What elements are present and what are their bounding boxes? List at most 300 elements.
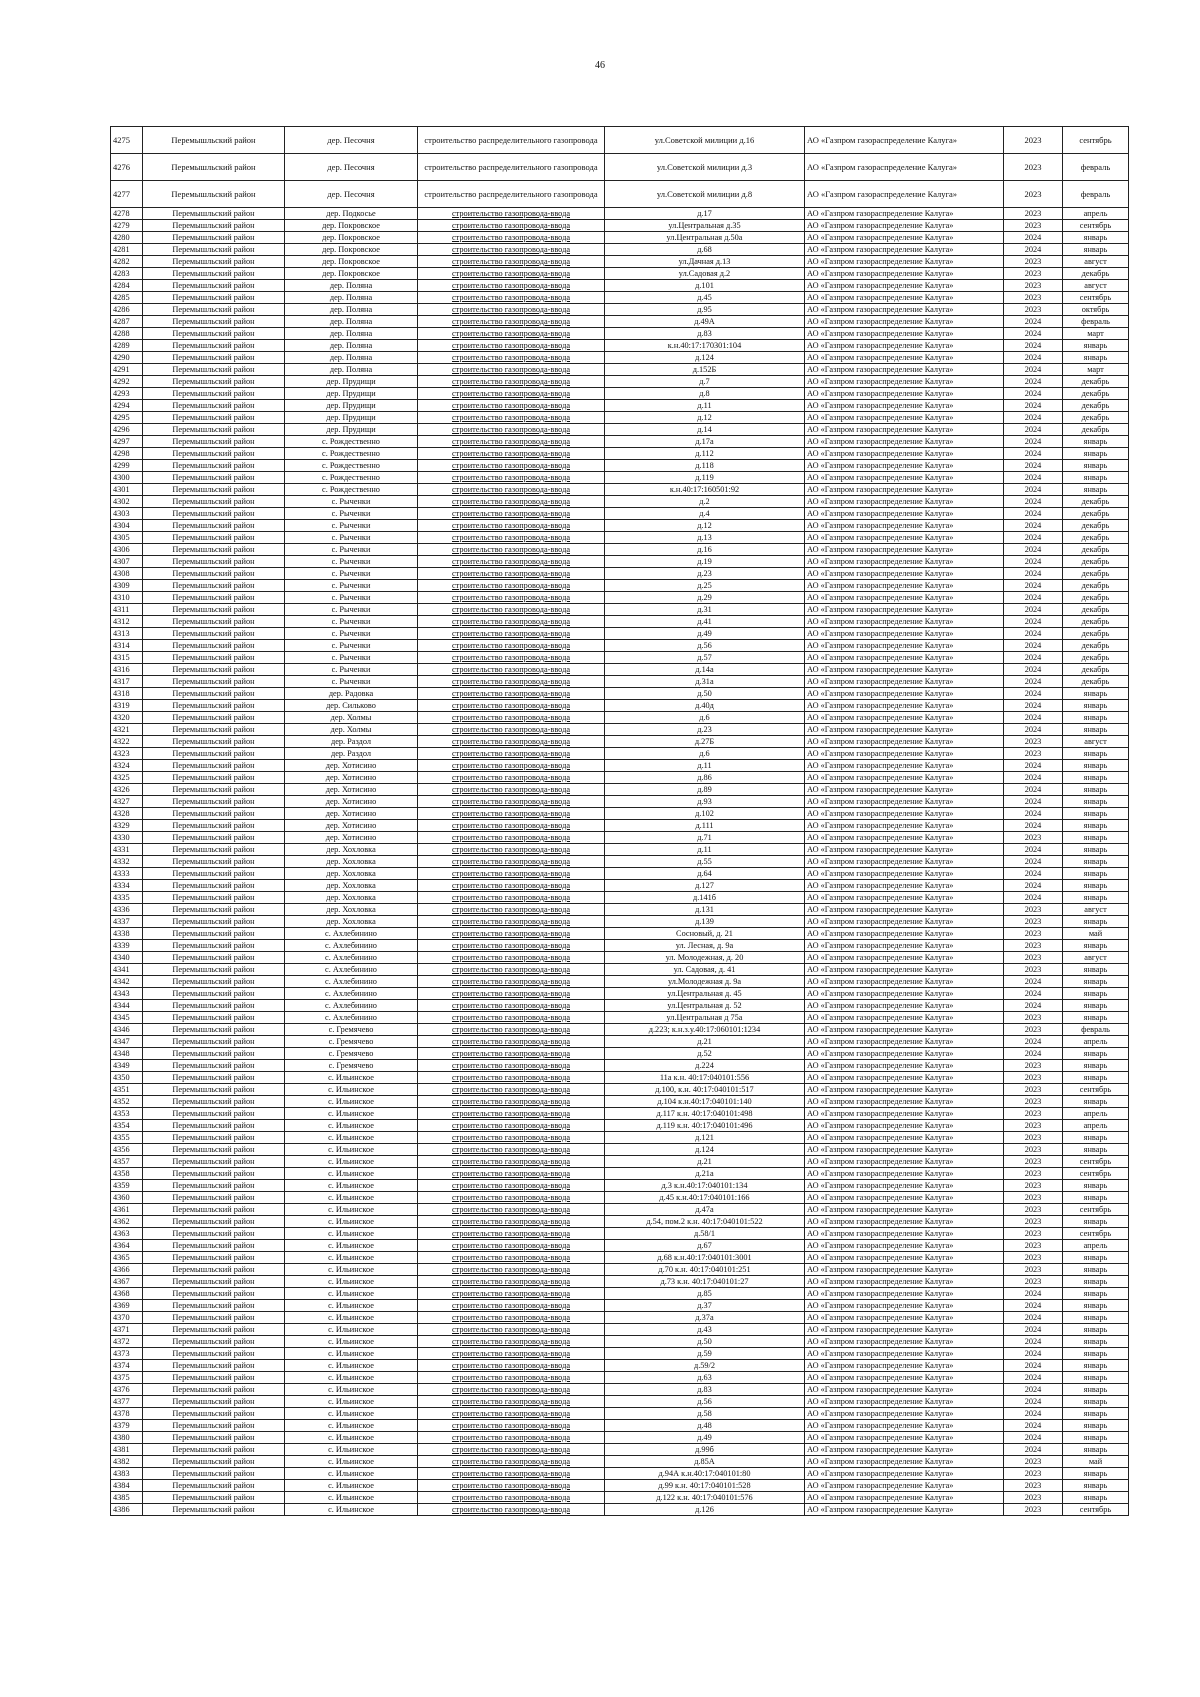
cell-district: Перемышльский район [143,436,285,448]
cell-num: 4345 [111,1012,143,1024]
cell-month: декабрь [1063,676,1129,688]
cell-owner: АО «Газпром газораспределение Калуга» [805,1240,1004,1252]
cell-owner: АО «Газпром газораспределение Калуга» [805,592,1004,604]
cell-year: 2024 [1004,772,1063,784]
cell-month: январь [1063,1264,1129,1276]
cell-owner: АО «Газпром газораспределение Калуга» [805,1432,1004,1444]
cell-settlement: дер. Хотисино [285,832,418,844]
cell-settlement: с. Рождественно [285,460,418,472]
cell-object: строительство газопровода-ввода [418,868,605,880]
cell-num: 4368 [111,1288,143,1300]
cell-address: д.45 к.н.40:17:040101:166 [605,1192,805,1204]
cell-year: 2024 [1004,1036,1063,1048]
cell-district: Перемышльский район [143,880,285,892]
cell-num: 4328 [111,808,143,820]
cell-object: строительство газопровода-ввода [418,904,605,916]
table-row [111,220,1129,232]
cell-settlement: дер. Покровское [285,232,418,244]
cell-month: январь [1063,892,1129,904]
cell-settlement: дер. Покровское [285,244,418,256]
cell-owner: АО «Газпром газораспределение Калуга» [805,964,1004,976]
cell-year: 2024 [1004,664,1063,676]
cell-year: 2023 [1004,1108,1063,1120]
cell-district: Перемышльский район [143,328,285,340]
cell-month: апрель [1063,1120,1129,1132]
cell-address: д.86 [605,772,805,784]
cell-num: 4322 [111,736,143,748]
cell-month: декабрь [1063,496,1129,508]
cell-month: январь [1063,232,1129,244]
table-row [111,292,1129,304]
cell-district: Перемышльский район [143,1300,285,1312]
cell-address: д.85А [605,1456,805,1468]
cell-owner: АО «Газпром газораспределение Калуга» [805,580,1004,592]
table-row [111,376,1129,388]
cell-object: строительство газопровода-ввода [418,436,605,448]
cell-owner: АО «Газпром газораспределение Калуга» [805,640,1004,652]
cell-address: д.12 [605,520,805,532]
cell-district: Перемышльский район [143,181,285,208]
cell-address: ул.Центральная д 75а [605,1012,805,1024]
cell-owner: АО «Газпром газораспределение Калуга» [805,772,1004,784]
cell-settlement: с. Рыченки [285,592,418,604]
cell-num: 4308 [111,568,143,580]
cell-year: 2024 [1004,676,1063,688]
cell-year: 2024 [1004,616,1063,628]
cell-address: д.99 к.н. 40:17:040101:528 [605,1480,805,1492]
cell-address: д.127 [605,880,805,892]
cell-owner: АО «Газпром газораспределение Калуга» [805,760,1004,772]
cell-address: д.118 [605,460,805,472]
cell-settlement: с. Ильинское [285,1360,418,1372]
cell-month: январь [1063,832,1129,844]
cell-district: Перемышльский район [143,808,285,820]
cell-owner: АО «Газпром газораспределение Калуга» [805,1168,1004,1180]
cell-district: Перемышльский район [143,208,285,220]
table-row [111,1492,1129,1504]
table-row [111,1108,1129,1120]
cell-year: 2023 [1004,1228,1063,1240]
cell-num: 4326 [111,784,143,796]
cell-month: январь [1063,1432,1129,1444]
cell-address: д.21а [605,1168,805,1180]
cell-address: д.49 [605,628,805,640]
cell-month: январь [1063,868,1129,880]
table-row [111,1132,1129,1144]
cell-year: 2023 [1004,1084,1063,1096]
table-row [111,1312,1129,1324]
cell-settlement: с. Ильинское [285,1168,418,1180]
cell-district: Перемышльский район [143,1240,285,1252]
cell-object: строительство газопровода-ввода [418,340,605,352]
cell-year: 2023 [1004,904,1063,916]
cell-num: 4346 [111,1024,143,1036]
table-row [111,1048,1129,1060]
cell-address: д.117 к.н. 40:17:040101:498 [605,1108,805,1120]
cell-address: д.13 [605,532,805,544]
cell-num: 4309 [111,580,143,592]
cell-year: 2023 [1004,1456,1063,1468]
cell-owner: АО «Газпром газораспределение Калуга» [805,244,1004,256]
cell-settlement: с. Ильинское [285,1408,418,1420]
cell-object: строительство газопровода-ввода [418,760,605,772]
cell-address: д.71 [605,832,805,844]
cell-owner: АО «Газпром газораспределение Калуга» [805,604,1004,616]
cell-district: Перемышльский район [143,796,285,808]
cell-address: д.12 [605,412,805,424]
table-row [111,1408,1129,1420]
cell-settlement: дер. Хохловка [285,892,418,904]
cell-address: д.31 [605,604,805,616]
cell-district: Перемышльский район [143,616,285,628]
cell-month: сентябрь [1063,1156,1129,1168]
cell-address: д.59/2 [605,1360,805,1372]
cell-year: 2023 [1004,1504,1063,1516]
cell-object: строительство газопровода-ввода [418,700,605,712]
table-row [111,1396,1129,1408]
cell-owner: АО «Газпром газораспределение Калуга» [805,1156,1004,1168]
cell-address: д.6 [605,748,805,760]
cell-month: январь [1063,1336,1129,1348]
cell-owner: АО «Газпром газораспределение Калуга» [805,844,1004,856]
cell-num: 4300 [111,472,143,484]
cell-num: 4344 [111,1000,143,1012]
cell-year: 2024 [1004,712,1063,724]
cell-num: 4351 [111,1084,143,1096]
table-row [111,640,1129,652]
cell-year: 2024 [1004,604,1063,616]
cell-object: строительство газопровода-ввода [418,1348,605,1360]
table-row [111,892,1129,904]
table-row [111,1240,1129,1252]
cell-district: Перемышльский район [143,988,285,1000]
cell-district: Перемышльский район [143,700,285,712]
cell-month: январь [1063,700,1129,712]
cell-num: 4365 [111,1252,143,1264]
cell-address: д.16 [605,544,805,556]
cell-settlement: с. Ильинское [285,1288,418,1300]
cell-month: январь [1063,1132,1129,1144]
cell-object: строительство газопровода-ввода [418,1456,605,1468]
cell-settlement: с. Ахлебинино [285,952,418,964]
cell-settlement: с. Гремячево [285,1024,418,1036]
cell-owner: АО «Газпром газораспределение Калуга» [805,1360,1004,1372]
cell-num: 4341 [111,964,143,976]
cell-district: Перемышльский район [143,544,285,556]
cell-owner: АО «Газпром газораспределение Калуга» [805,1000,1004,1012]
cell-district: Перемышльский район [143,724,285,736]
cell-owner: АО «Газпром газораспределение Калуга» [805,544,1004,556]
table-row [111,280,1129,292]
cell-district: Перемышльский район [143,256,285,268]
cell-object: строительство газопровода-ввода [418,964,605,976]
table-row [111,340,1129,352]
cell-owner: АО «Газпром газораспределение Калуга» [805,1408,1004,1420]
cell-num: 4342 [111,976,143,988]
cell-settlement: дер. Поляна [285,328,418,340]
cell-district: Перемышльский район [143,736,285,748]
cell-year: 2024 [1004,1396,1063,1408]
cell-settlement: дер. Сильково [285,700,418,712]
cell-year: 2023 [1004,1132,1063,1144]
cell-district: Перемышльский район [143,304,285,316]
cell-object: строительство газопровода-ввода [418,412,605,424]
cell-month: январь [1063,460,1129,472]
cell-year: 2024 [1004,568,1063,580]
cell-num: 4376 [111,1384,143,1396]
cell-settlement: с. Ильинское [285,1420,418,1432]
cell-month: январь [1063,1408,1129,1420]
cell-district: Перемышльский район [143,1408,285,1420]
cell-month: май [1063,1456,1129,1468]
cell-settlement: с. Ильинское [285,1444,418,1456]
cell-address: д.63 [605,1372,805,1384]
cell-object: строительство газопровода-ввода [418,568,605,580]
cell-settlement: с. Ильинское [285,1144,418,1156]
cell-settlement: дер. Поляна [285,352,418,364]
cell-owner: АО «Газпром газораспределение Калуга» [805,856,1004,868]
cell-district: Перемышльский район [143,640,285,652]
cell-month: январь [1063,244,1129,256]
cell-address: д.83 [605,1384,805,1396]
table-row [111,316,1129,328]
cell-num: 4295 [111,412,143,424]
cell-owner: АО «Газпром газораспределение Калуга» [805,952,1004,964]
cell-month: декабрь [1063,412,1129,424]
cell-settlement: дер. Поляна [285,316,418,328]
register-body [111,127,1129,1516]
cell-month: январь [1063,1072,1129,1084]
cell-object: строительство газопровода-ввода [418,1432,605,1444]
cell-owner: АО «Газпром газораспределение Калуга» [805,1252,1004,1264]
table-row [111,724,1129,736]
cell-month: декабрь [1063,532,1129,544]
cell-settlement: дер. Хохловка [285,844,418,856]
cell-owner: АО «Газпром газораспределение Калуга» [805,928,1004,940]
cell-num: 4293 [111,388,143,400]
cell-object: строительство газопровода-ввода [418,1336,605,1348]
cell-object: строительство газопровода-ввода [418,1180,605,1192]
cell-owner: АО «Газпром газораспределение Калуга» [805,1372,1004,1384]
table-row [111,484,1129,496]
cell-settlement: дер. Поляна [285,304,418,316]
cell-address: д.4 [605,508,805,520]
cell-object: строительство газопровода-ввода [418,460,605,472]
cell-month: январь [1063,724,1129,736]
cell-owner: АО «Газпром газораспределение Калуга» [805,1108,1004,1120]
cell-address: д.126 [605,1504,805,1516]
table-row [111,988,1129,1000]
cell-settlement: с. Ильинское [285,1504,418,1516]
cell-object: строительство газопровода-ввода [418,1168,605,1180]
cell-object: строительство газопровода-ввода [418,952,605,964]
cell-year: 2024 [1004,496,1063,508]
cell-district: Перемышльский район [143,1468,285,1480]
cell-address: Сосновый, д. 21 [605,928,805,940]
cell-year: 2024 [1004,1432,1063,1444]
cell-address: д.47а [605,1204,805,1216]
cell-owner: АО «Газпром газораспределение Калуга» [805,1300,1004,1312]
cell-object: строительство газопровода-ввода [418,772,605,784]
cell-settlement: дер. Покровское [285,268,418,280]
cell-month: январь [1063,976,1129,988]
cell-month: январь [1063,712,1129,724]
cell-owner: АО «Газпром газораспределение Калуга» [805,1120,1004,1132]
cell-object: строительство газопровода-ввода [418,808,605,820]
cell-address: д.93 [605,796,805,808]
cell-address: д.27Б [605,736,805,748]
cell-object: строительство газопровода-ввода [418,448,605,460]
cell-district: Перемышльский район [143,556,285,568]
cell-owner: АО «Газпром газораспределение Калуга» [805,280,1004,292]
cell-district: Перемышльский район [143,1084,285,1096]
cell-num: 4281 [111,244,143,256]
cell-year: 2024 [1004,1000,1063,1012]
cell-year: 2024 [1004,448,1063,460]
table-row [111,1060,1129,1072]
cell-address: д.67 [605,1240,805,1252]
cell-owner: АО «Газпром газораспределение Калуга» [805,712,1004,724]
cell-year: 2024 [1004,1360,1063,1372]
cell-district: Перемышльский район [143,964,285,976]
cell-settlement: с. Гремячево [285,1048,418,1060]
cell-month: январь [1063,772,1129,784]
cell-num: 4367 [111,1276,143,1288]
cell-owner: АО «Газпром газораспределение Калуга» [805,916,1004,928]
table-row [111,580,1129,592]
cell-owner: АО «Газпром газораспределение Калуга» [805,688,1004,700]
cell-month: январь [1063,1324,1129,1336]
cell-district: Перемышльский район [143,1420,285,1432]
cell-settlement: дер. Покровское [285,220,418,232]
cell-object: строительство газопровода-ввода [418,856,605,868]
table-row [111,424,1129,436]
cell-address: д.49А [605,316,805,328]
table-row [111,1300,1129,1312]
cell-district: Перемышльский район [143,772,285,784]
cell-address: д.8 [605,388,805,400]
cell-month: январь [1063,1144,1129,1156]
cell-district: Перемышльский район [143,844,285,856]
cell-address: д.37а [605,1312,805,1324]
cell-month: январь [1063,1312,1129,1324]
cell-address: д.48 [605,1420,805,1432]
cell-object: строительство газопровода-ввода [418,352,605,364]
cell-month: сентябрь [1063,1204,1129,1216]
table-row [111,304,1129,316]
cell-year: 2024 [1004,1420,1063,1432]
cell-year: 2023 [1004,952,1063,964]
cell-settlement: дер. Поляна [285,292,418,304]
cell-settlement: дер. Хохловка [285,868,418,880]
cell-num: 4337 [111,916,143,928]
cell-object: строительство газопровода-ввода [418,400,605,412]
cell-owner: АО «Газпром газораспределение Калуга» [805,1228,1004,1240]
cell-num: 4334 [111,880,143,892]
table-row [111,1372,1129,1384]
cell-year: 2024 [1004,844,1063,856]
cell-address: ул.Садовая д.2 [605,268,805,280]
cell-settlement: с. Ахлебинино [285,964,418,976]
cell-district: Перемышльский район [143,292,285,304]
cell-owner: АО «Газпром газораспределение Калуга» [805,1396,1004,1408]
cell-year: 2024 [1004,1288,1063,1300]
table-row [111,1276,1129,1288]
cell-object: строительство газопровода-ввода [418,1300,605,1312]
cell-object: строительство газопровода-ввода [418,1468,605,1480]
cell-year: 2024 [1004,520,1063,532]
cell-owner: АО «Газпром газораспределение Калуга» [805,1072,1004,1084]
cell-year: 2023 [1004,916,1063,928]
cell-month: январь [1063,940,1129,952]
cell-owner: АО «Газпром газораспределение Калуга» [805,532,1004,544]
cell-object: строительство газопровода-ввода [418,1096,605,1108]
cell-address: д.85 [605,1288,805,1300]
cell-month: декабрь [1063,508,1129,520]
cell-month: январь [1063,1420,1129,1432]
cell-num: 4378 [111,1408,143,1420]
cell-month: октябрь [1063,304,1129,316]
cell-district: Перемышльский район [143,1060,285,1072]
cell-month: сентябрь [1063,220,1129,232]
cell-district: Перемышльский район [143,1348,285,1360]
cell-object: строительство газопровода-ввода [418,280,605,292]
cell-settlement: с. Ильинское [285,1228,418,1240]
cell-num: 4279 [111,220,143,232]
cell-num: 4290 [111,352,143,364]
cell-object: строительство газопровода-ввода [418,1048,605,1060]
table-row [111,1288,1129,1300]
cell-district: Перемышльский район [143,1000,285,1012]
cell-num: 4372 [111,1336,143,1348]
cell-month: январь [1063,748,1129,760]
cell-year: 2023 [1004,1204,1063,1216]
cell-num: 4352 [111,1096,143,1108]
cell-object: строительство газопровода-ввода [418,664,605,676]
cell-month: декабрь [1063,652,1129,664]
cell-owner: АО «Газпром газораспределение Калуга» [805,736,1004,748]
cell-num: 4310 [111,592,143,604]
cell-num: 4327 [111,796,143,808]
cell-num: 4358 [111,1168,143,1180]
cell-owner: АО «Газпром газораспределение Калуга» [805,1492,1004,1504]
cell-object: строительство газопровода-ввода [418,1480,605,1492]
cell-address: д.11 [605,844,805,856]
cell-num: 4296 [111,424,143,436]
cell-num: 4349 [111,1060,143,1072]
cell-month: январь [1063,796,1129,808]
table-row [111,628,1129,640]
cell-month: декабрь [1063,592,1129,604]
table-row [111,1144,1129,1156]
cell-district: Перемышльский район [143,604,285,616]
cell-year: 2023 [1004,1180,1063,1192]
cell-settlement: дер. Раздол [285,748,418,760]
cell-owner: АО «Газпром газораспределение Калуга» [805,1144,1004,1156]
cell-settlement: с. Рыченки [285,544,418,556]
cell-month: декабрь [1063,376,1129,388]
cell-object: строительство газопровода-ввода [418,1204,605,1216]
cell-address: д.52 [605,1048,805,1060]
table-row [111,568,1129,580]
cell-owner: АО «Газпром газораспределение Калуга» [805,1456,1004,1468]
cell-district: Перемышльский район [143,952,285,964]
cell-settlement: дер. Раздол [285,736,418,748]
cell-district: Перемышльский район [143,1192,285,1204]
cell-month: январь [1063,1252,1129,1264]
table-row [111,712,1129,724]
cell-num: 4321 [111,724,143,736]
